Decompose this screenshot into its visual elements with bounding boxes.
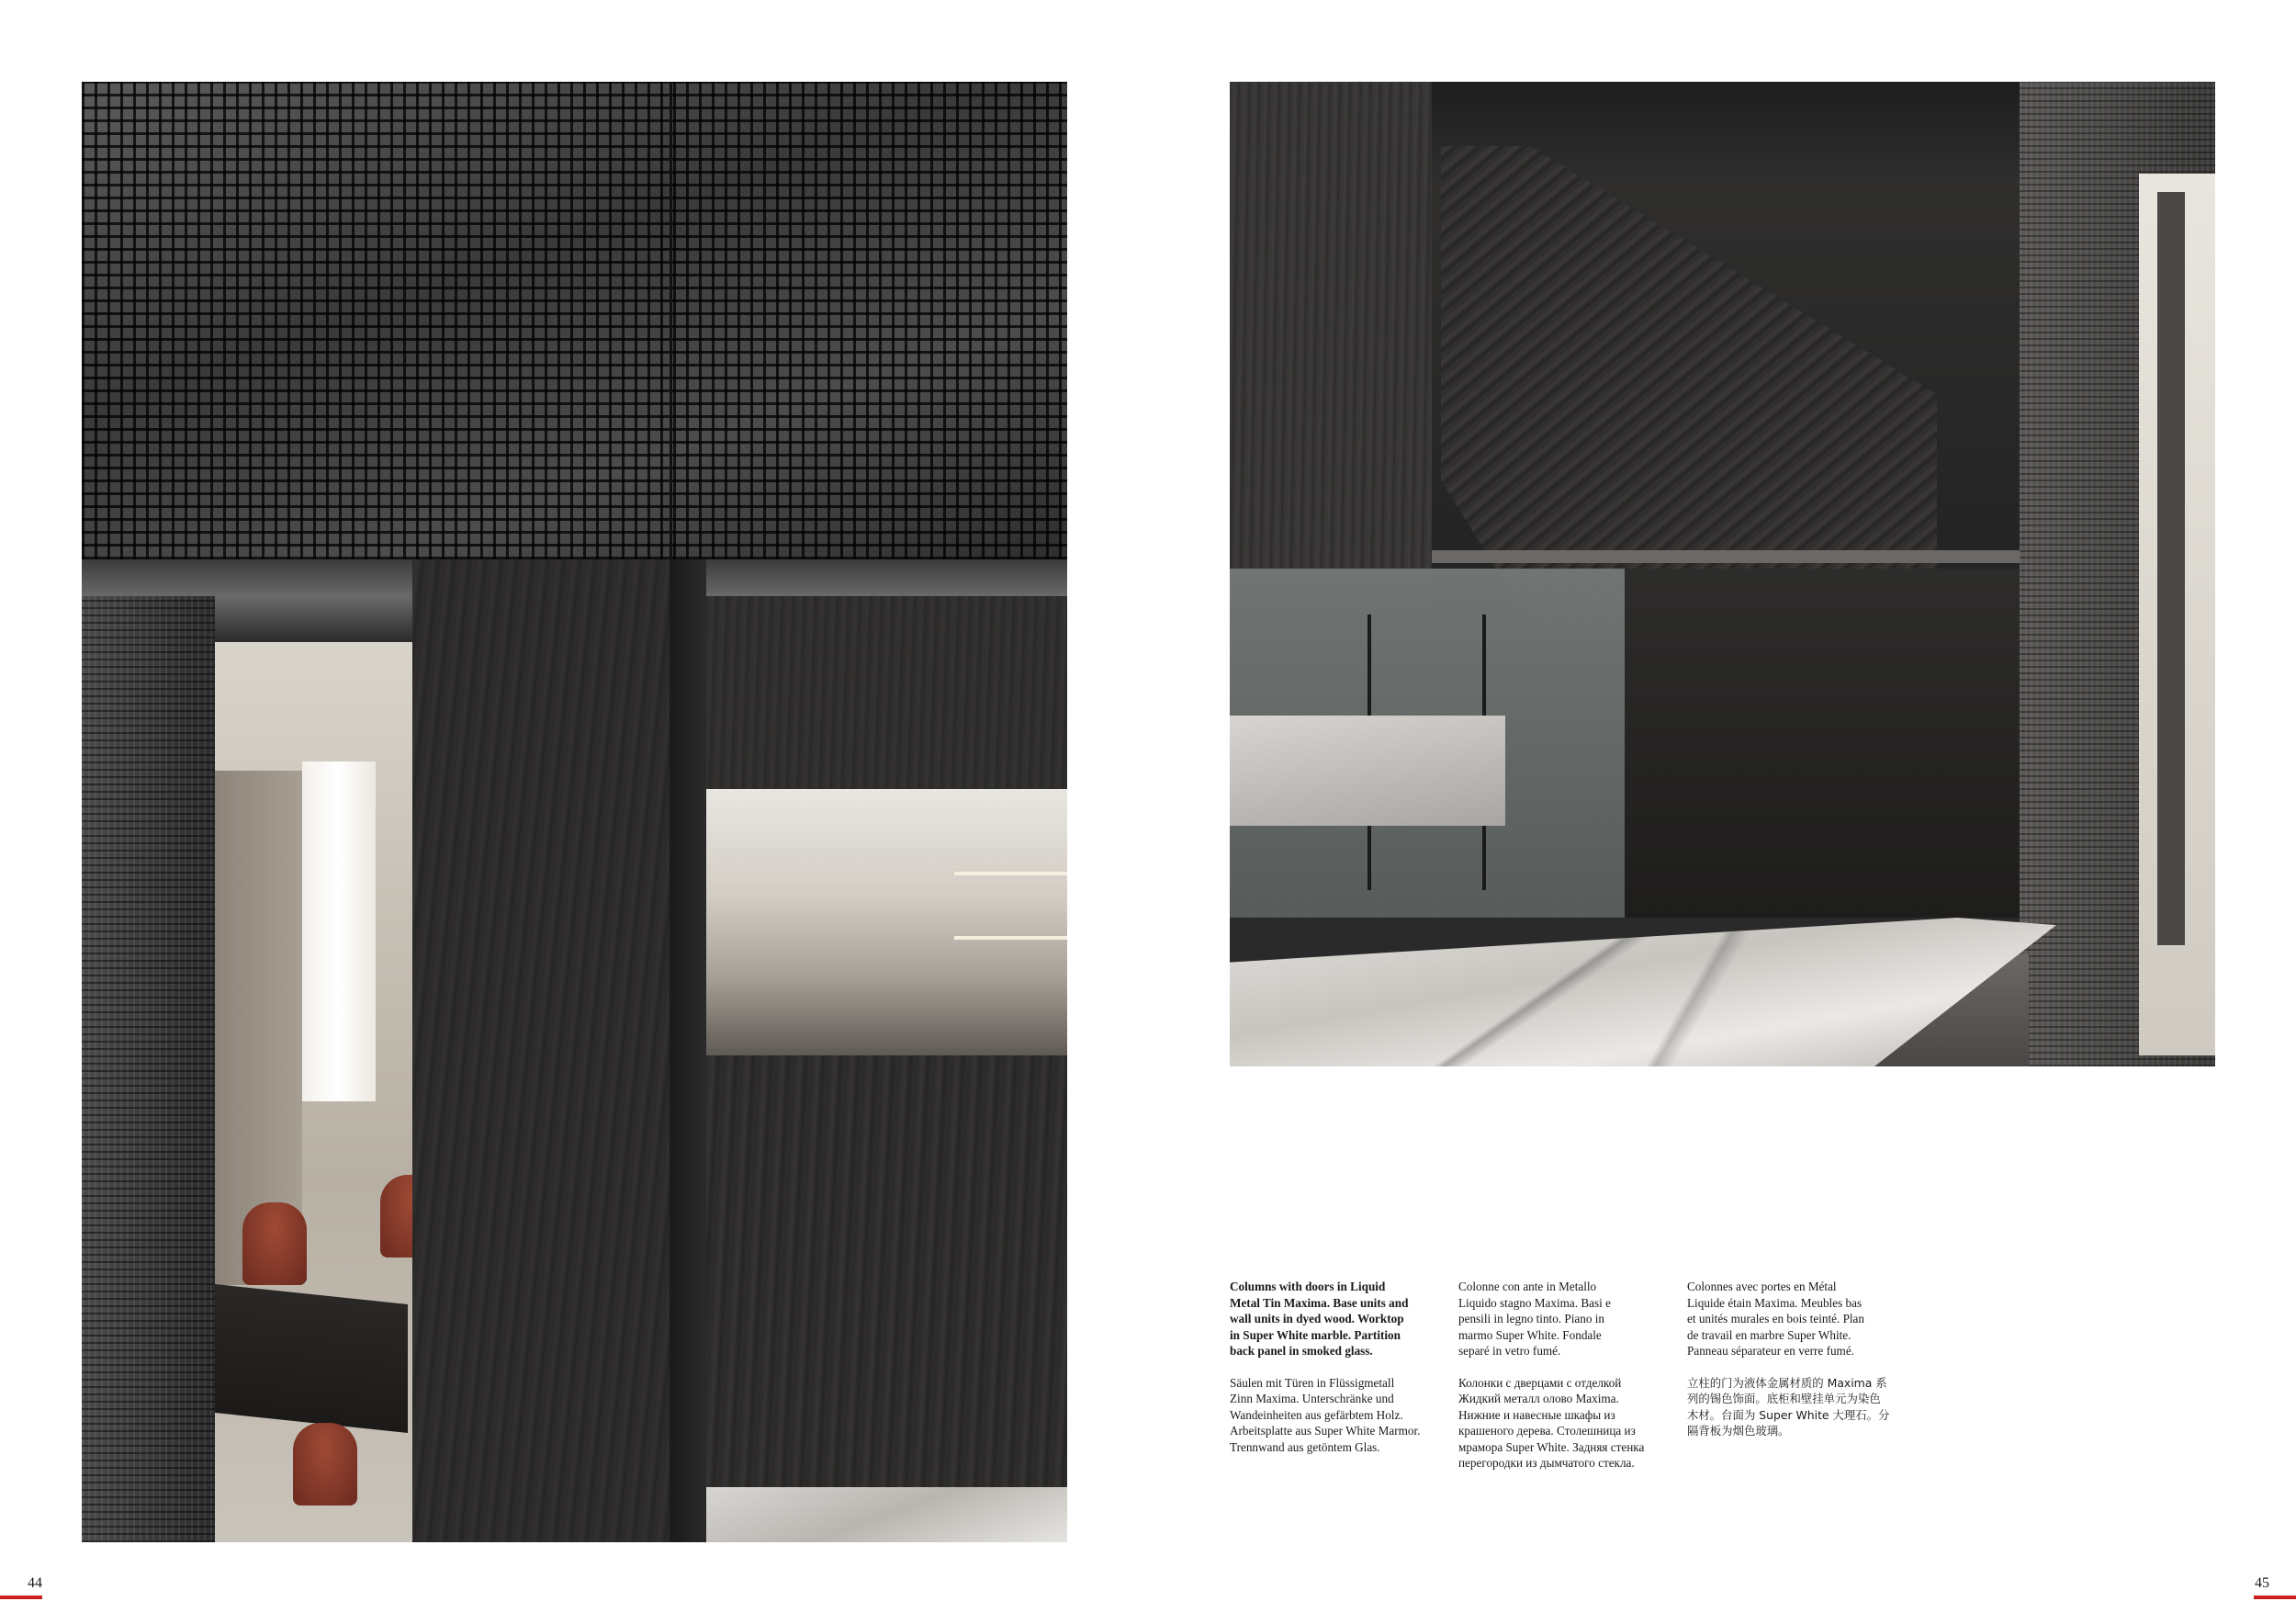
- red-chair: [242, 1202, 307, 1285]
- lit-shelf: [954, 872, 1067, 875]
- caption-german: Säulen mit Türen in Flüssigmetall Zinn Maxima. Unterschränke und Wandeinheiten aus gefärbtem Holz. Arbeitsplatte aus Super White Marmor. Trennwand aus getöntem Glas.: [1230, 1375, 1421, 1454]
- caption-column-it-ru: [1458, 1279, 1674, 1487]
- red-chair: [293, 1423, 357, 1506]
- kitchen-view-through: [706, 789, 1067, 1055]
- red-rule-left: [0, 1596, 42, 1599]
- dining-table: [215, 1284, 408, 1433]
- lit-shelf: [954, 936, 1067, 940]
- under-cabinet-light-strip: [1432, 550, 2020, 563]
- caption-english: Columns with doors in Liquid Metal Tin Maxima. Base units and wall units in dyed wood. Worktop in Super White marble. Partition back panel in smoked glass.: [1230, 1280, 1409, 1358]
- dark-shelving-niche: [1625, 569, 2020, 918]
- wall-unit-wood: [706, 596, 1067, 789]
- liquid-metal-grid-cabinets: [82, 82, 1067, 559]
- dark-wood-column: [412, 559, 670, 1542]
- page-number-left: 44: [28, 1575, 42, 1591]
- caption-chinese: 立柱的门为液体金属材质的 Maxima 系 列的锡色饰面。底柜和壁挂单元为染色 木材。台面为 Super White 大理石。分 隔背板为烟色玻璃。: [1687, 1375, 1890, 1438]
- caption-french: Colonnes avec portes en Métal Liquide étain Maxima. Meubles bas et unités murales en bois teinté. Plan de travail en marbre Super White. Panneau séparateur en verre fumé.: [1687, 1280, 1865, 1358]
- window-light: [302, 761, 376, 1101]
- door-seam: [670, 82, 672, 559]
- marble-island: [1230, 716, 1505, 826]
- caption-column-en-de: [1230, 1279, 1446, 1471]
- column-side-shadow: [670, 559, 706, 1542]
- wall-cabinet-left: [1230, 82, 1432, 569]
- textured-column-left: [82, 596, 215, 1542]
- page-number-right: 45: [2255, 1575, 2269, 1591]
- photo-right-kitchen-flap: [1230, 82, 2215, 1066]
- marble-worktop: [706, 1487, 1067, 1542]
- photo-left-kitchen-columns: [82, 82, 1067, 1542]
- base-unit-wood: [706, 1055, 1067, 1487]
- caption-russian: Колонки с дверцами с отделкой Жидкий металл олово Maxima. Нижние и навесные шкафы из крашеного дерева. Столешница из мрамора Super White. Задняя стенка перегородки из дымчатого стекла.: [1458, 1375, 1645, 1470]
- caption-column-fr-zh: [1687, 1279, 1926, 1455]
- red-rule-right: [2254, 1596, 2296, 1599]
- caption-italian: Colonne con ante in Metallo Liquido stagno Maxima. Basi e pensili in legno tinto. Piano in marmo Super White. Fondale separé in vetro fumé.: [1458, 1280, 1611, 1358]
- far-textured-column: [2157, 192, 2185, 945]
